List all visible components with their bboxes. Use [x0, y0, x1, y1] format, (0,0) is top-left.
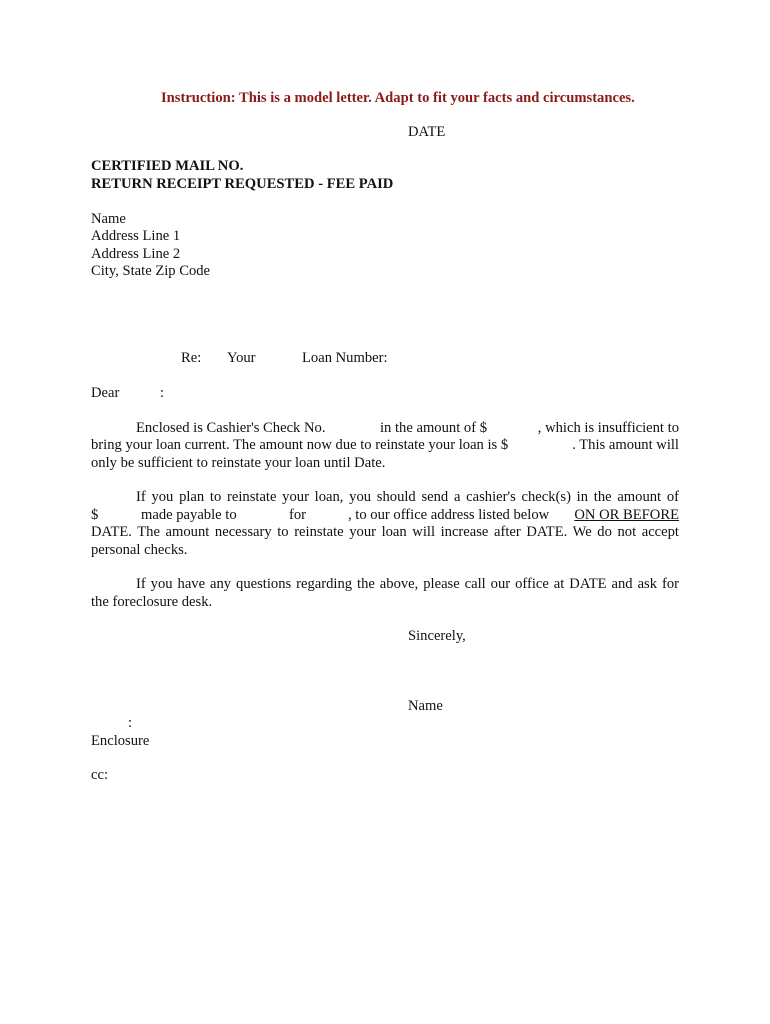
p1-this-amount-text: . This amount will: [572, 437, 679, 453]
certified-mail-line: CERTIFIED MAIL NO.: [91, 158, 244, 174]
salutation-dear: Dear: [91, 385, 120, 401]
p2-line-3: DATE. The amount necessary to reinstate your loan will increase after DATE. We do not accept: [91, 524, 679, 540]
p1-amount-text: in the amount of $: [380, 420, 488, 436]
p2-on-or-before: ON OR BEFORE: [574, 507, 679, 523]
recipient-address-2: Address Line 2: [91, 246, 181, 262]
footer-cc: cc:: [91, 767, 109, 783]
p2-payable-to: made payable to: [141, 507, 237, 523]
p1-check-no-text: Enclosed is Cashier's Check No.: [136, 420, 326, 436]
p2-office-address: , to our office address listed below: [348, 507, 550, 523]
p2-dollar: $: [91, 507, 99, 523]
p3-line-1: If you have any questions regarding the above, please call our office at DATE and ask for: [136, 576, 679, 592]
p2-for: for: [289, 507, 307, 523]
closing-name: Name: [408, 698, 443, 714]
footer-enclosure: Enclosure: [91, 733, 150, 749]
p1-insufficient-text: , which is insufficient to: [537, 420, 679, 436]
p2-line-4: personal checks.: [91, 542, 188, 558]
salutation-colon: :: [160, 385, 165, 401]
p1-until-date-text: only be sufficient to reinstate your loan until Date.: [91, 455, 386, 471]
footer-colon: :: [128, 715, 133, 731]
recipient-name: Name: [91, 211, 126, 227]
p2-line-1: If you plan to reinstate your loan, you should send a cashier's check(s) in the amount of: [136, 489, 679, 505]
recipient-city-state-zip: City, State Zip Code: [91, 263, 211, 279]
re-loan-number: Loan Number:: [302, 350, 388, 366]
re-your: Your: [227, 350, 256, 366]
closing-sincerely: Sincerely,: [408, 628, 466, 644]
letter-date: DATE: [408, 124, 446, 140]
re-label: Re:: [181, 350, 202, 366]
p1-amount-due-text: bring your loan current. The amount now due to reinstate your loan is $: [91, 437, 509, 453]
recipient-address-1: Address Line 1: [91, 228, 181, 244]
p3-line-2: the foreclosure desk.: [91, 594, 213, 610]
return-receipt-line: RETURN RECEIPT REQUESTED - FEE PAID: [91, 176, 394, 192]
instruction-note: Instruction: This is a model letter. Adapt to fit your facts and circumstances.: [161, 90, 635, 106]
